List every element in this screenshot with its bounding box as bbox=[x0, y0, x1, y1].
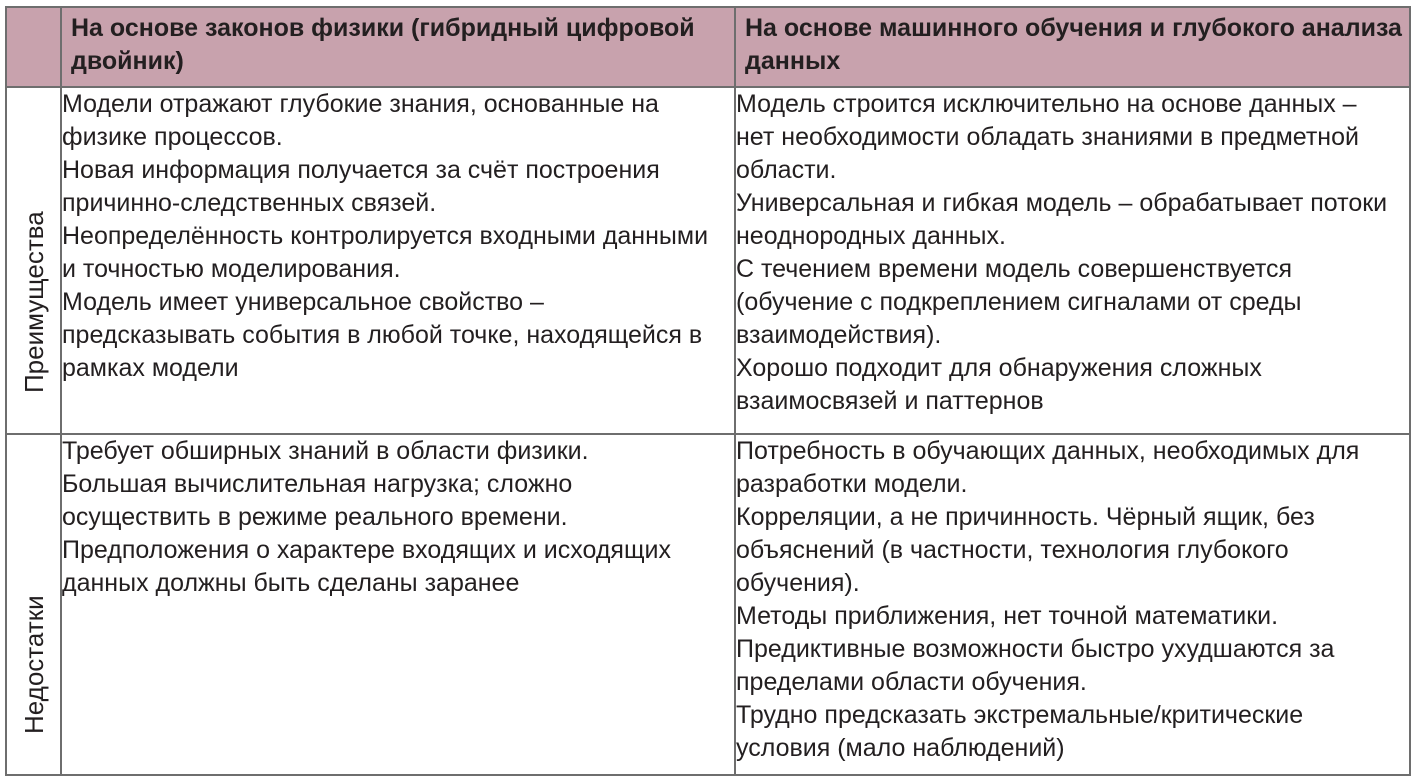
table-row-disadvantages bbox=[6, 434, 1410, 775]
text-line: С течением времени модель совершенствуется bbox=[736, 255, 1293, 283]
header-physics-line: двойник) bbox=[71, 47, 184, 75]
text-line: Модель имеет универсальное свойство – bbox=[62, 288, 544, 316]
text-line: Корреляции, а не причинность. Чёрный ящик, без bbox=[736, 503, 1315, 531]
text-line: Универсальная и гибкая модель – обрабатывает потоки bbox=[736, 189, 1388, 217]
text-line: Модель строится исключительно на основе данных – bbox=[736, 90, 1357, 118]
text-line: Трудно предсказать экстремальные/критические bbox=[736, 701, 1304, 729]
text-line: Потребность в обучающих данных, необходимых для bbox=[736, 437, 1360, 465]
header-ml-based bbox=[735, 7, 1410, 87]
text-line: (обучение с подкреплением сигналами от среды bbox=[736, 288, 1302, 316]
text-line: обучения). bbox=[736, 569, 860, 597]
text-line: рамках модели bbox=[62, 354, 239, 382]
text-line: Предположения о характере входящих и исходящих bbox=[62, 536, 671, 564]
text-line: взаимосвязей и паттернов bbox=[736, 387, 1044, 415]
text-line: Модели отражают глубокие знания, основанные на bbox=[62, 90, 659, 118]
row-label-cell-advantages bbox=[6, 87, 61, 434]
text-line: Неопределённость контролируется входными данными bbox=[62, 222, 709, 250]
cell-disadvantages-ml bbox=[735, 434, 1410, 775]
text-line: и точностью моделирования. bbox=[62, 255, 401, 283]
text-line: условия (мало наблюдений) bbox=[736, 734, 1065, 762]
text-line: Хорошо подходит для обнаружения сложных bbox=[736, 354, 1262, 382]
row-label-cell-disadvantages bbox=[6, 434, 61, 775]
text-line: данных должны быть сделаны заранее bbox=[62, 569, 520, 597]
table-header-row bbox=[6, 7, 1410, 87]
text-line: предсказывать события в любой точке, находящейся в bbox=[62, 321, 703, 349]
text-line: объяснений (в частности, технология глубокого bbox=[736, 536, 1289, 564]
text-line: Новая информация получается за счёт построения bbox=[62, 156, 660, 184]
text-line: причинно-следственных связей. bbox=[62, 189, 437, 217]
row-label-disadvantages: Недостатки bbox=[18, 595, 49, 734]
text-line: неоднородных данных. bbox=[736, 222, 1006, 250]
text-line: разработки модели. bbox=[736, 470, 968, 498]
text-line: взаимодействия). bbox=[736, 321, 942, 349]
text-line: Предиктивные возможности быстро ухудшаются за bbox=[736, 635, 1335, 663]
header-physics-line: На основе законов физики (гибридный цифровой bbox=[71, 14, 695, 42]
header-physics-based bbox=[61, 7, 735, 87]
text-line: Требует обширных знаний в области физики. bbox=[62, 437, 589, 465]
text-line: пределами области обучения. bbox=[736, 668, 1087, 696]
cell-disadvantages-physics bbox=[61, 434, 735, 775]
header-ml-line: На основе машинного обучения и глубокого анализа bbox=[745, 14, 1402, 42]
text-line: физике процессов. bbox=[62, 123, 283, 151]
header-ml-line: данных bbox=[745, 47, 841, 75]
table-row-advantages bbox=[6, 87, 1410, 434]
text-line: Большая вычислительная нагрузка; сложно bbox=[62, 470, 573, 498]
text-line: нет необходимости обладать знаниями в предметной bbox=[736, 123, 1359, 151]
row-label-advantages: Преимущества bbox=[18, 211, 49, 393]
cell-advantages-physics bbox=[61, 87, 735, 434]
text-line: Методы приближения, нет точной математики. bbox=[736, 602, 1279, 630]
comparison-table bbox=[5, 6, 1411, 776]
text-line: области. bbox=[736, 156, 837, 184]
header-corner-cell bbox=[6, 7, 61, 87]
text-line: осуществить в режиме реального времени. bbox=[62, 503, 568, 531]
cell-advantages-ml bbox=[735, 87, 1410, 434]
